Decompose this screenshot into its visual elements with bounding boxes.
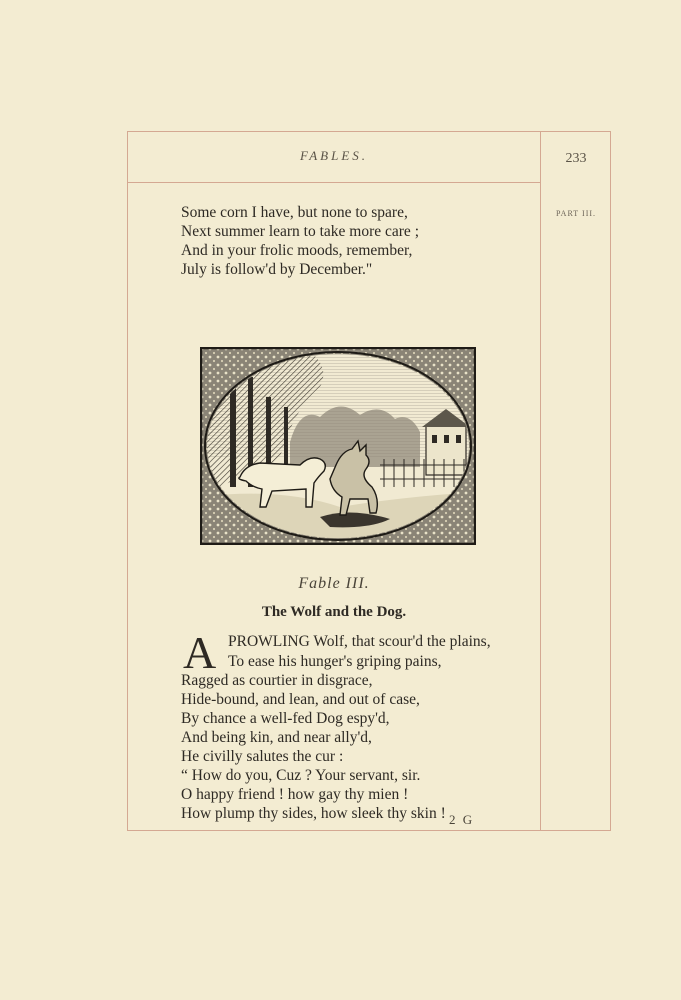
verse-line: And in your frolic moods, remember, (181, 242, 413, 259)
page-number: 233 (565, 151, 587, 166)
header-rule (127, 182, 541, 183)
verse-line: Some corn I have, but none to spare, (181, 204, 408, 221)
verse-line: Next summer learn to take more care ; (181, 223, 419, 240)
verse-line: “ How do you, Cuz ? Your servant, sir. (181, 767, 421, 784)
running-head: FABLES. (299, 148, 369, 163)
verse-line: July is follow'd by December." (181, 261, 373, 278)
wolf-and-dog-engraving (200, 347, 476, 545)
verse-line-first: PROWLING Wolf, that scour'd the plains, (228, 633, 491, 650)
verse-main (181, 652, 446, 823)
side-note: PART III. (555, 209, 597, 218)
verse-top (181, 203, 419, 279)
signature-mark: 2 G (449, 812, 475, 827)
verse-line: O happy friend ! how gay thy mien ! (181, 786, 409, 803)
verse-line: And being kin, and near ally'd, (181, 729, 372, 746)
verse-line: To ease his hunger's griping pains, (228, 653, 442, 670)
verse-line: Hide-bound, and lean, and out of case, (181, 691, 420, 708)
fable-heading: Fable III. (298, 575, 370, 592)
margin-rule (540, 131, 541, 831)
fable-title: The Wolf and the Dog. (261, 604, 407, 620)
verse-line: He civilly salutes the cur : (181, 748, 344, 765)
verse-line: How plump thy sides, how sleek thy skin ! (181, 805, 446, 822)
verse-line: By chance a well-fed Dog espy'd, (181, 710, 390, 727)
drop-cap: A (183, 627, 217, 678)
verse-line: Ragged as courtier in disgrace, (181, 672, 373, 689)
